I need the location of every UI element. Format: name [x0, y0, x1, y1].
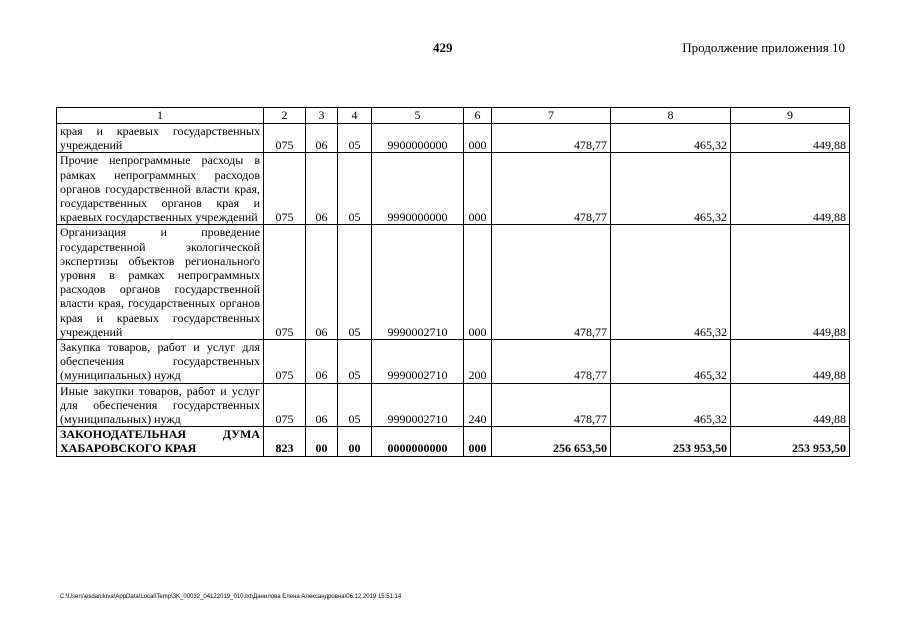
- cell-code-4: 05: [338, 153, 372, 225]
- cell-amount-7: 478,77: [492, 225, 611, 340]
- row-description: Иные закупки товаров, работ и услуг для обеспечения государственных (муниципальных) нужд: [57, 383, 264, 427]
- row-description: ЗАКОНОДАТЕЛЬНАЯ ДУМА ХАБАРОВСКОГО КРАЯ: [57, 427, 264, 456]
- cell-code-6: 000: [464, 427, 492, 456]
- cell-amount-7: 478,77: [492, 383, 611, 427]
- cell-amount-7: 256 653,50: [492, 427, 611, 456]
- cell-code-5: 9990002710: [372, 225, 464, 340]
- cell-amount-7: 478,77: [492, 124, 611, 153]
- cell-amount-8: 465,32: [611, 153, 731, 225]
- table-row-total: [57, 427, 850, 456]
- budget-table: [56, 107, 850, 457]
- table-row: [57, 225, 850, 340]
- cell-code-4: 05: [338, 383, 372, 427]
- cell-code-6: 200: [464, 340, 492, 384]
- cell-code-2: 075: [264, 153, 306, 225]
- table-row: [57, 383, 850, 427]
- cell-code-2: 075: [264, 124, 306, 153]
- row-description: Прочие непрограммные расходы в рамках непрограммных расходов органов государственной власти края, государственных органов края и краевых государственных учреждений: [57, 153, 264, 225]
- column-header: 7: [492, 108, 611, 124]
- row-description: края и краевых государственных учреждений: [57, 124, 264, 153]
- file-path-footer: C:\Users\esdanilova\AppData\Local\Temp\3K_00032_04122019_010.txt\Данилова Елена Александровна\06.12.2019 15:51:14: [60, 594, 402, 600]
- cell-amount-9: 449,88: [731, 153, 850, 225]
- table-row: [57, 124, 850, 153]
- cell-code-6: 000: [464, 124, 492, 153]
- column-header: 9: [731, 108, 850, 124]
- column-header: 5: [372, 108, 464, 124]
- cell-amount-9: 449,88: [731, 340, 850, 384]
- column-header: 2: [264, 108, 306, 124]
- cell-code-3: 06: [306, 383, 338, 427]
- cell-code-5: 9990002710: [372, 383, 464, 427]
- cell-code-5: 0000000000: [372, 427, 464, 456]
- cell-code-3: 00: [306, 427, 338, 456]
- page-number: 429: [433, 40, 453, 55]
- row-description: Закупка товаров, работ и услуг для обеспечения государственных (муниципальных) нужд: [57, 340, 264, 384]
- cell-code-3: 06: [306, 153, 338, 225]
- cell-code-6: 000: [464, 153, 492, 225]
- cell-code-3: 06: [306, 340, 338, 384]
- cell-code-6: 000: [464, 225, 492, 340]
- cell-amount-8: 253 953,50: [611, 427, 731, 456]
- cell-amount-8: 465,32: [611, 124, 731, 153]
- cell-amount-8: 465,32: [611, 225, 731, 340]
- cell-code-5: 9900000000: [372, 124, 464, 153]
- cell-amount-8: 465,32: [611, 340, 731, 384]
- cell-amount-9: 449,88: [731, 124, 850, 153]
- column-header: 8: [611, 108, 731, 124]
- cell-code-4: 05: [338, 124, 372, 153]
- cell-amount-8: 465,32: [611, 383, 731, 427]
- table-row: [57, 153, 850, 225]
- header-row: [57, 108, 850, 124]
- cell-code-3: 06: [306, 225, 338, 340]
- column-header: 6: [464, 108, 492, 124]
- cell-code-2: 075: [264, 225, 306, 340]
- table-row: [57, 340, 850, 384]
- column-header: 1: [57, 108, 264, 124]
- cell-code-3: 06: [306, 124, 338, 153]
- cell-amount-7: 478,77: [492, 340, 611, 384]
- cell-code-5: 9990002710: [372, 340, 464, 384]
- cell-amount-9: 253 953,50: [731, 427, 850, 456]
- cell-amount-9: 449,88: [731, 383, 850, 427]
- cell-code-2: 075: [264, 340, 306, 384]
- continuation-label: Продолжение приложения 10: [682, 40, 845, 55]
- cell-code-2: 823: [264, 427, 306, 456]
- cell-code-2: 075: [264, 383, 306, 427]
- cell-code-4: 00: [338, 427, 372, 456]
- row-description: Организация и проведение государственной экологической экспертизы объектов регионального уровня в рамках непрограммных расходов органов государственной власти края, государственных органов края и краевых государственных учреждений: [57, 225, 264, 340]
- cell-amount-7: 478,77: [492, 153, 611, 225]
- cell-code-4: 05: [338, 340, 372, 384]
- cell-code-5: 9990000000: [372, 153, 464, 225]
- column-header: 4: [338, 108, 372, 124]
- cell-amount-9: 449,88: [731, 225, 850, 340]
- cell-code-4: 05: [338, 225, 372, 340]
- cell-code-6: 240: [464, 383, 492, 427]
- column-header: 3: [306, 108, 338, 124]
